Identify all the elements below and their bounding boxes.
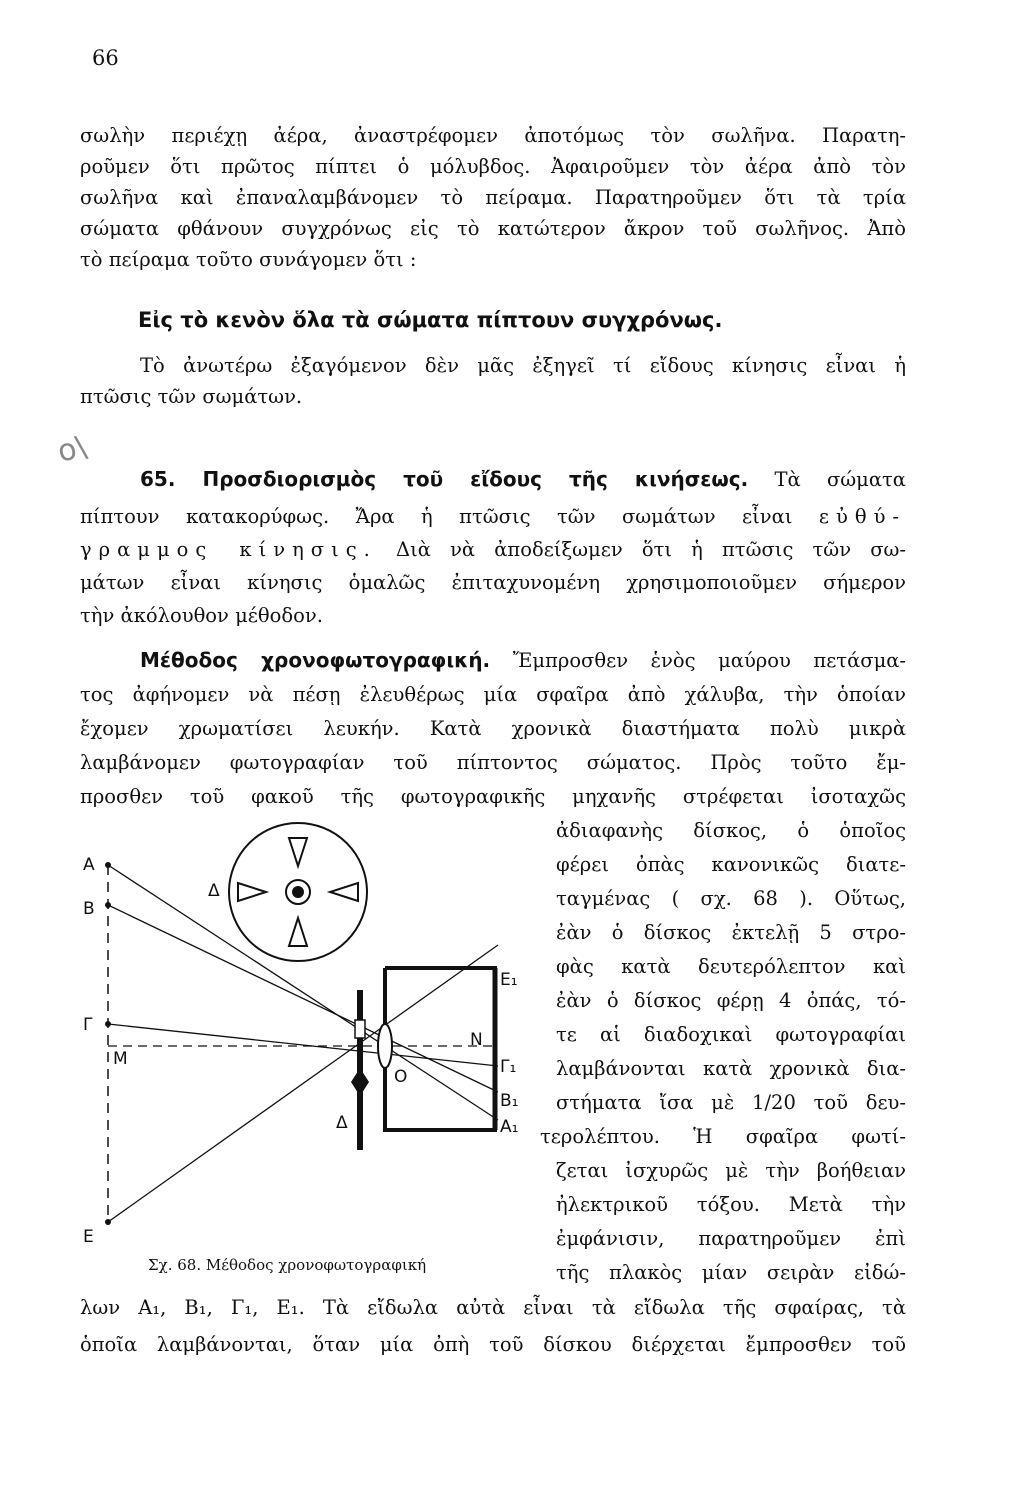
disc-hole-bottom <box>289 918 307 946</box>
label-A: Α <box>83 855 95 875</box>
column-line-6: ἐὰν ὁ δίσκος φέρῃ 4 ὀπάς, τό- <box>556 989 906 1012</box>
label-G1: Γ₁ <box>500 1057 517 1077</box>
label-G: Γ <box>83 1015 93 1035</box>
method-line-3: ἔχομεν χρωματίσει λευκήν. Κατὰ χρονικὰ διαστήματα πολὺ μικρὰ <box>80 717 906 740</box>
section-65-line-3a: γραμμος κίνησις. <box>80 538 377 561</box>
section-65-line-4: μάτων εἶναι κίνησις ὁμαλῶς ἐπιταχυνομένη χρησιμοποιοῦμεν σήμερον <box>80 571 906 594</box>
method-line-5: προσθεν τοῦ φακοῦ τῆς φωτογραφικῆς μηχανῆς στρέφεται ἰσοταχῶς <box>80 785 906 808</box>
figure-caption: Σχ. 68. Μέθοδος χρονοφωτογραφική <box>148 1256 427 1274</box>
column-line-12: ἠλεκτρικοῦ τόξου. Μετὰ τὴν <box>556 1193 906 1216</box>
intro-line-4: σώματα φθάνουν συγχρόνως εἰς τὸ κατώτερον ἄκρον τοῦ σωλῆνος. Ἀπὸ <box>80 217 906 240</box>
label-B1: Β₁ <box>500 1091 519 1111</box>
rotating-disc <box>229 823 367 961</box>
method-heading: Μέθοδος χρονοφωτογραφική. <box>140 648 491 672</box>
section-65-heading: 65. Προσδιορισμὸς τοῦ εἴδους τῆς κινήσεως. <box>140 467 749 491</box>
intro-line-5: τὸ πείραμα τοῦτο συνάγομεν ὅτι : <box>80 248 417 271</box>
after-rule-line-1: Τὸ ἀνωτέρω ἐξαγόμενον δὲν μᾶς ἐξηγεῖ τί εἴδους κίνησις εἶναι ἡ <box>140 354 906 377</box>
column-line-9: στήματα ἴσα μὲ 1/20 τοῦ δευ- <box>556 1091 906 1114</box>
handwritten-margin-note: ο\ <box>54 429 90 470</box>
column-line-1: ἀδιαφανὴς δίσκος, ὁ ὁποῖος <box>556 819 906 842</box>
method-line-2: τος ἀφήνομεν νὰ πέσῃ ἐλευθέρως μία σφαῖρα ἀπὸ χάλυβα, τὴν ὁποίαν <box>80 683 906 706</box>
label-E1: Ε₁ <box>500 970 518 990</box>
law-statement: Εἰς τὸ κενὸν ὅλα τὰ σώματα πίπτουν συγχρόνως. <box>138 308 723 332</box>
tail-line-1: λων Α₁, Β₁, Γ₁, Ε₁. Τὰ εἴδωλα αὐτὰ εἶναι τὰ εἴδωλα τῆς σφαίρας, τὰ <box>80 1296 906 1319</box>
column-line-14: τῆς πλακὸς μίαν σειρὰν εἰδώ- <box>556 1261 906 1284</box>
column-line-2: φέρει ὀπὰς κανονικῶς διατε- <box>556 853 906 876</box>
column-line-5: φὰς κατὰ δευτερόλεπτον καὶ <box>556 955 906 978</box>
section-65-line-2b: εὐθύ- <box>818 505 907 528</box>
figure-68-chronophotography <box>80 810 520 1250</box>
section-65-line-3 <box>80 534 906 565</box>
column-line-3: ταγμένας ( σχ. 68 ). Οὕτως, <box>556 887 906 910</box>
intro-line-1: σωλὴν περιέχῃ ἀέρα, ἀναστρέφομεν ἀποτόμως τὸν σωλῆνα. Παρατη- <box>80 124 906 147</box>
method-line-1 <box>140 645 906 676</box>
method-line-1-rest: Ἔμπροσθεν ἑνὸς μαύρου πετάσμα- <box>512 649 907 672</box>
after-rule-line-2: πτῶσις τῶν σωμάτων. <box>80 385 303 408</box>
column-line-11: ζεται ἰσχυρῶς μὲ τὴν βοήθειαν <box>556 1159 906 1182</box>
method-line-4: λαμβάνομεν φωτογραφίαν τοῦ πίπτοντος σώματος. Πρὸς τοῦτο ἔμ- <box>80 751 906 774</box>
column-line-13: ἐμφάνισιν, παρατηροῦμεν ἐπὶ <box>556 1227 906 1250</box>
disc-hole-right <box>330 883 358 901</box>
page-number: 66 <box>92 46 119 70</box>
label-disc-delta: Δ <box>208 881 220 901</box>
label-O: Ο <box>394 1067 408 1087</box>
intro-line-2: ροῦμεν ὅτι πρῶτος πίπτει ὁ μόλυβδος. Ἀφαιροῦμεν τὸν ἀέρα ἀπὸ τὸν <box>80 155 906 178</box>
section-65-line-2 <box>80 501 906 532</box>
section-65-line-3b: Διὰ νὰ ἀποδείξωμεν ὅτι ἡ πτῶσις τῶν σω- <box>396 538 906 561</box>
light-rays <box>108 865 498 1222</box>
disc-hole-left <box>238 883 266 901</box>
section-65-line-5: τὴν ἀκόλουθον μέθοδον. <box>80 604 323 627</box>
column-line-7: τε αἱ διαδοχικαὶ φωτογραφίαι <box>556 1023 906 1046</box>
label-A1: Α₁ <box>500 1117 519 1137</box>
lens <box>378 1024 392 1068</box>
section-65-line-1-rest: Τὰ σώματα <box>774 468 906 491</box>
label-B: Β <box>83 899 95 919</box>
section-65-line-1 <box>140 464 906 495</box>
column-line-4: ἐὰν ὁ δίσκος ἐκτελῇ 5 στρο- <box>556 921 906 944</box>
label-N: Ν <box>470 1030 483 1050</box>
disc-hole-top <box>289 838 307 866</box>
label-M: Μ <box>113 1049 128 1069</box>
intro-line-3: σωλῆνα καὶ ἐπαναλαμβάνομεν τὸ πείραμα. Παρατηροῦμεν ὅτι τὰ τρία <box>80 186 906 209</box>
label-lens-delta: Δ <box>336 1113 348 1133</box>
label-E: Ε <box>83 1227 94 1247</box>
section-65-line-2a: πίπτουν κατακορύφως. Ἄρα ἡ πτῶσις τῶν σωμάτων εἶναι <box>80 505 793 528</box>
tail-line-2: ὁποῖα λαμβάνονται, ὅταν μία ὀπὴ τοῦ δίσκου διέρχεται ἔμπροσθεν τοῦ <box>80 1333 906 1356</box>
column-line-8: λαμβάνονται κατὰ χρονικὰ δια- <box>556 1057 906 1080</box>
column-line-10: τερολέπτου. Ἡ σφαῖρα φωτί- <box>540 1125 906 1148</box>
